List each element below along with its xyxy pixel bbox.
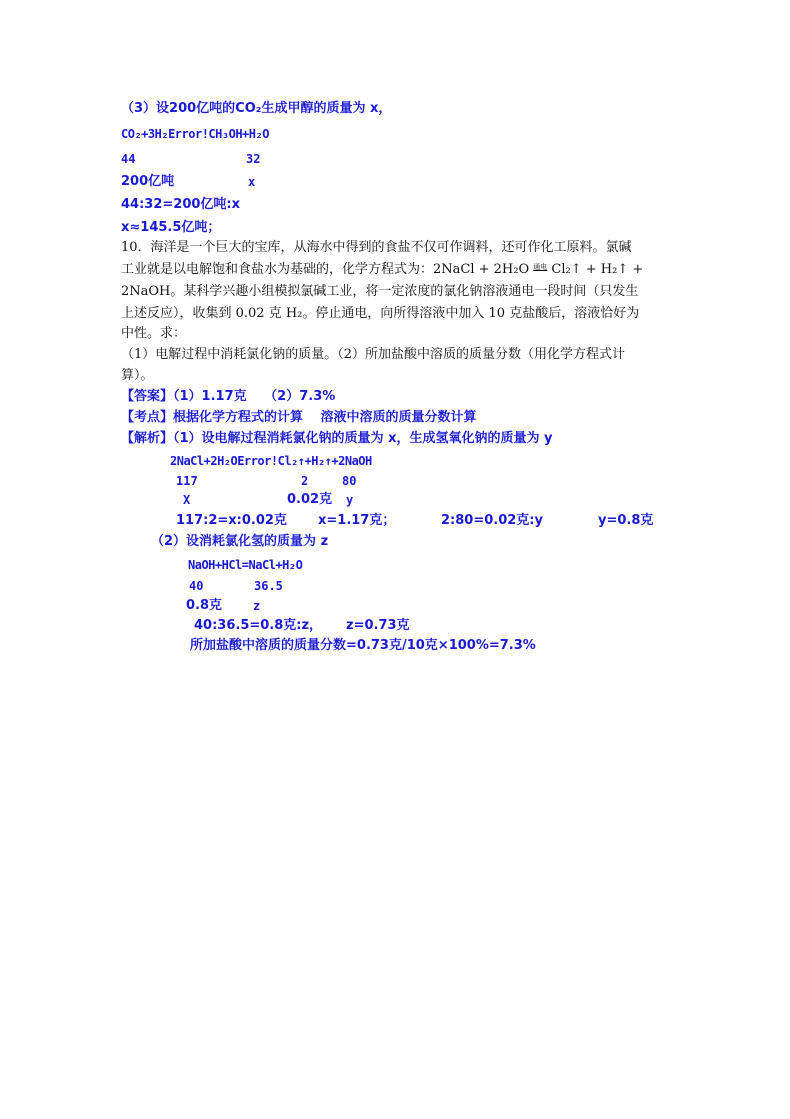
q10-line-6: （1）电解过程中消耗氯化钠的质量。（2）所加盐酸中溶质的质量分数（用化学方程式计 xyxy=(121,347,626,362)
q10-line-2a: 工业就是以电解饱和食盐水为基础的，化学方程式为：2NaCl + 2H₂O xyxy=(121,262,530,277)
p3-amount-a: 200亿吨 xyxy=(121,174,175,189)
p3-equation: CO₂+3H₂Error!CH₃OH+H₂O xyxy=(121,127,269,141)
analysis-calc-3: 2:80=0.02克:y xyxy=(441,513,543,528)
answer-text: （1）1.17克 （2）7.3% xyxy=(173,389,336,404)
analysis-n2: 36.5 xyxy=(254,579,283,593)
kaodian-text: 根据化学方程式的计算 溶液中溶质的质量分数计算 xyxy=(173,410,477,425)
p3-proportion: 44:32=200亿吨:x xyxy=(121,197,240,212)
q10-line-5: 中性。求： xyxy=(121,326,187,341)
q10-line-2b: Cl₂↑ + H₂↑ + xyxy=(551,262,644,277)
analysis-v1: X xyxy=(183,493,191,507)
q10-line-7: 算）。 xyxy=(121,368,154,383)
analysis-label: 【解析】 xyxy=(121,431,174,446)
analysis-m2: 2 xyxy=(301,474,309,488)
q10-condition: 通电 xyxy=(533,263,548,271)
kaodian-label: 【考点】 xyxy=(121,410,174,425)
analysis-calc-6: z=0.73克 xyxy=(346,618,410,633)
q10-line-1: 10．海洋是一个巨大的宝库，从海水中得到的食盐不仅可作调料，还可作化工原料。氯碱 xyxy=(121,240,632,255)
p3-result: x≈145.5亿吨； xyxy=(121,220,221,235)
analysis-line xyxy=(121,432,552,445)
q10-line-4: 上述反应），收集到 0.02 克 H₂。停止通电，向所得溶液中加入 10 克盐酸后，溶液恰好为 xyxy=(121,306,640,321)
analysis-equation-2: NaOH+HCl=NaCl+H₂O xyxy=(188,558,303,572)
analysis-part2-heading: （2）设消耗氯化氢的质量为 z xyxy=(151,534,329,549)
p3-ratio-b: 32 xyxy=(246,152,261,166)
q10-line-3: 2NaOH。某科学兴趣小组模拟氯碱工业，将一定浓度的氯化钠溶液通电一段时间（只发生 xyxy=(121,284,639,299)
analysis-m3: 80 xyxy=(342,474,357,488)
p3-ratio-a: 44 xyxy=(121,152,136,166)
p3-amount-b: x xyxy=(248,175,256,189)
answer-line xyxy=(121,390,335,403)
analysis-n1: 40 xyxy=(189,579,204,593)
analysis-calc-5: 40:36.5=0.8克:z， xyxy=(194,618,323,633)
p3-heading: （3）设200亿吨的CO₂生成甲醇的质量为 x， xyxy=(121,101,392,116)
analysis-v2: 0.02克 xyxy=(287,492,333,507)
analysis-calc-4: y=0.8克 xyxy=(598,513,654,528)
answer-label: 【答案】 xyxy=(121,389,174,404)
analysis-final: 所加盐酸中溶质的质量分数=0.73克/10克×100%=7.3% xyxy=(190,638,536,653)
analysis-w2: z xyxy=(253,599,261,613)
analysis-calc-2: x=1.17克； xyxy=(318,513,396,528)
kaodian-line xyxy=(121,411,477,424)
analysis-text: （1）设电解过程消耗氯化钠的质量为 x，生成氢氧化钠的质量为 y xyxy=(173,431,553,446)
analysis-v3: y xyxy=(346,493,354,507)
analysis-w1: 0.8克 xyxy=(186,598,223,613)
analysis-calc-1: 117:2=x:0.02克 xyxy=(176,513,287,528)
analysis-equation: 2NaCl+2H₂OError!Cl₂↑+H₂↑+2NaOH xyxy=(170,454,372,468)
analysis-m1: 117 xyxy=(176,474,198,488)
q10-line-2 xyxy=(121,263,643,276)
